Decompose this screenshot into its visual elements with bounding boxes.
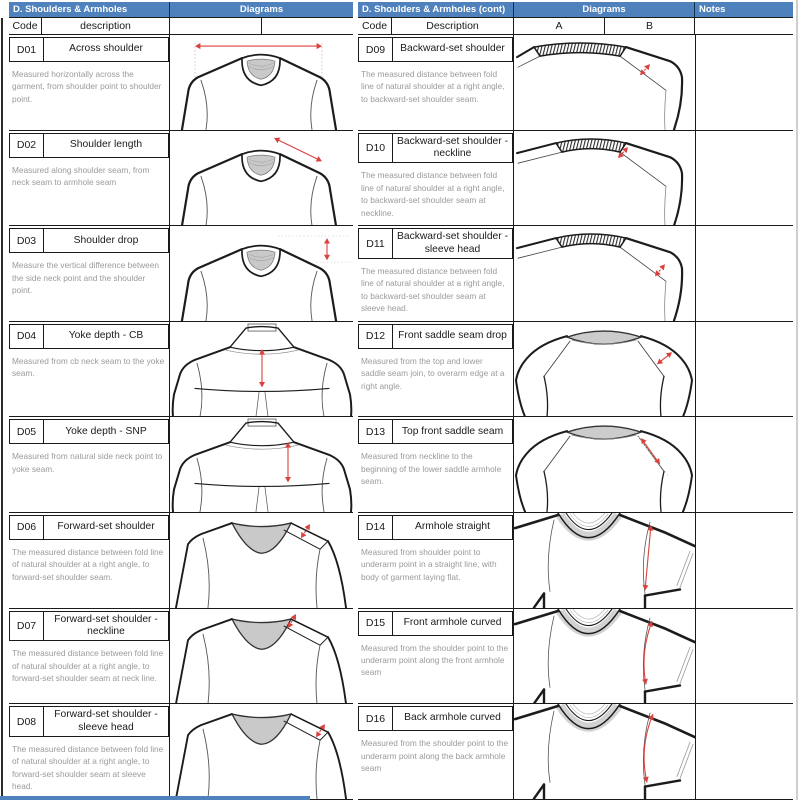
garment-diagram-front-sweater-vertical-drop-arrow	[170, 226, 353, 321]
spec-diagram-cell	[170, 417, 353, 512]
spec-code: D04	[10, 325, 44, 348]
spec-description: Measured from the shoulder point to the underarm point along the front armhole seam	[361, 642, 509, 678]
table-shoulders-armholes-cont	[358, 2, 793, 800]
garment-diagram-forward-set-shoulder-neck-arrow	[170, 609, 353, 704]
spec-code: D15	[359, 612, 393, 635]
spec-description: Measured from natural side neck point to yoke seam.	[12, 451, 163, 474]
garment-diagram-front-sweater-across-shoulder-arrow	[170, 35, 353, 130]
spec-title: Backward-set shoulder - neckline	[396, 135, 509, 159]
spec-code: D14	[359, 516, 393, 539]
spec-row	[358, 226, 793, 322]
section-header-bar	[9, 2, 353, 18]
spec-row-text-cell	[9, 704, 170, 799]
spec-diagram-cell	[170, 513, 353, 608]
garment-diagram-tshirt-front-armhole-curved-arrow	[514, 609, 695, 704]
section-header-bar-cont	[358, 2, 793, 18]
diagram-subcolumn-left	[170, 18, 262, 34]
spec-description: Measured from the top and lower saddle seam join, to overarm edge at a right angle.	[361, 355, 505, 391]
diagrams-column-header: Diagrams	[239, 4, 284, 15]
spec-row	[9, 704, 353, 800]
spec-title: Backward-set shoulder	[400, 43, 505, 55]
spec-code: D06	[10, 516, 44, 539]
description-column-header-cont: Description	[392, 18, 514, 34]
spec-code: D10	[359, 134, 393, 163]
spec-code: D07	[10, 612, 44, 641]
code-column-header-cont: Code	[358, 18, 392, 34]
page-edge-line-right	[796, 0, 798, 800]
garment-diagram-raglan-saddle-drop-arrow	[514, 322, 695, 417]
spec-rows-right	[358, 35, 793, 800]
spec-diagram-cell	[170, 704, 353, 799]
spec-title-box	[358, 324, 513, 349]
spec-notes-cell	[695, 417, 793, 512]
spec-code: D03	[10, 229, 44, 252]
spec-title-box	[358, 515, 513, 540]
spec-diagram-cell	[514, 131, 695, 226]
diagram-subcolumn-right	[262, 18, 353, 34]
spec-notes-cell	[695, 131, 793, 226]
description-column-header: description	[42, 18, 170, 34]
garment-diagram-tshirt-back-armhole-curved-arrow	[514, 704, 695, 799]
spec-row-text-cell	[358, 35, 514, 130]
diagram-subcolumn-b-header: B	[605, 18, 695, 34]
section-title-cont: D. Shoulders & Armholes (cont)	[358, 2, 514, 17]
spec-title: Back armhole curved	[404, 712, 501, 724]
spec-description: Measured from cb neck seam to the yoke seam.	[12, 355, 165, 379]
spec-title-box	[9, 133, 169, 158]
spec-row-text-cell	[9, 513, 170, 608]
spec-title: Yoke depth - CB	[68, 330, 144, 342]
spec-diagram-cell	[170, 131, 353, 226]
spec-title-box	[9, 324, 169, 349]
spec-diagram-cell	[170, 226, 353, 321]
next-section-header-strip	[0, 796, 310, 800]
spec-row-text-cell	[358, 131, 514, 226]
spec-title-box	[358, 228, 513, 259]
spec-diagram-cell	[514, 609, 695, 704]
spec-diagram-cell	[170, 322, 353, 417]
spec-row	[9, 417, 353, 513]
spec-title-box	[9, 37, 169, 62]
spec-description: The measured distance between fold line of natural shoulder at a right angle, to forward-set shoulder seam at neck line.	[12, 648, 164, 684]
spec-row-text-cell	[358, 513, 514, 608]
spec-notes-cell	[695, 322, 793, 417]
spec-description: Measured horizontally across the garment, from shoulder point to shoulder point.	[12, 69, 162, 104]
spec-title-box	[9, 419, 169, 444]
garment-diagram-raglan-saddle-seam-arrow	[514, 417, 695, 512]
spec-description: The measured distance between fold line of natural shoulder at a right angle, to forward-set shoulder seam at sleeve head.	[12, 743, 164, 792]
spec-diagram-cell	[514, 35, 695, 130]
spec-title-box	[358, 133, 513, 164]
spec-code: D08	[10, 707, 44, 736]
spec-description: Measured from shoulder point to underarm point in a straight line, with body of garment laying flat.	[361, 546, 497, 582]
spec-row	[9, 609, 353, 705]
spec-diagram-cell	[514, 322, 695, 417]
spec-title: Top front saddle seam	[401, 425, 504, 437]
spec-title-box	[9, 228, 169, 253]
spec-row-text-cell	[358, 704, 514, 799]
spec-description: Measured from the shoulder point to the underarm point along the back armhole seam	[361, 738, 509, 774]
notes-column-header: Notes	[699, 4, 726, 15]
spec-title: Forward-set shoulder - sleeve head	[54, 709, 158, 733]
spec-code: D11	[359, 229, 393, 258]
spec-row	[358, 322, 793, 418]
spec-title: Forward-set shoulder - neckline	[54, 613, 158, 637]
spec-row	[358, 513, 793, 609]
spec-title-box	[358, 37, 513, 62]
garment-diagram-backward-set-shoulder-mid-arrow	[514, 35, 695, 130]
spec-row	[9, 35, 353, 131]
spec-title: Yoke depth - SNP	[65, 425, 147, 437]
spec-notes-cell	[695, 226, 793, 321]
spec-diagram-cell	[514, 513, 695, 608]
spec-row-text-cell	[358, 417, 514, 512]
spec-description: Measured along shoulder seam, from neck seam to armhole seam	[12, 164, 150, 188]
spec-row	[358, 35, 793, 131]
spec-diagram-cell	[514, 226, 695, 321]
spec-code: D01	[10, 38, 44, 61]
garment-diagram-front-sweater-shoulder-seam-arrow	[170, 131, 353, 226]
spec-description: Measured from neckline to the beginning of the lower saddle armhole seam.	[361, 451, 502, 487]
garment-diagram-backward-set-shoulder-sleeve-arrow	[514, 226, 695, 321]
spec-title-box	[9, 706, 169, 737]
spec-row-text-cell	[9, 35, 170, 130]
spec-row-text-cell	[9, 417, 170, 512]
spec-row-text-cell	[9, 226, 170, 321]
spec-description: The measured distance between fold line of natural shoulder at a right angle, to backward-set shoulder seam.	[361, 69, 505, 104]
spec-row-text-cell	[358, 609, 514, 704]
spec-code: D12	[359, 325, 393, 348]
spec-row-text-cell	[9, 131, 170, 226]
spec-notes-cell	[695, 704, 793, 799]
table-shoulders-armholes	[9, 2, 353, 800]
spec-code: D05	[10, 420, 44, 443]
spec-description: The measured distance between fold line of natural shoulder at a right angle, to forward-set shoulder seam.	[12, 546, 164, 582]
spec-title: Front saddle seam drop	[398, 330, 507, 342]
spec-title-box	[9, 515, 169, 540]
spec-notes-cell	[695, 35, 793, 130]
garment-diagram-forward-set-shoulder-sleeve-arrow	[170, 704, 353, 799]
diagrams-column-header-cont: Diagrams	[514, 2, 695, 17]
spec-code: D16	[359, 707, 393, 730]
column-header-row-cont	[358, 18, 793, 35]
spec-title: Shoulder length	[69, 138, 143, 150]
spec-description: The measured distance between fold line of natural shoulder at a right angle, to backward-set shoulder seam at sleeve head.	[361, 265, 505, 314]
spec-row	[358, 131, 793, 227]
notes-subheader-cell	[695, 18, 793, 34]
spec-diagram-cell	[170, 35, 353, 130]
spec-row	[9, 322, 353, 418]
spec-code: D13	[359, 420, 393, 443]
garment-diagram-backward-set-shoulder-neck-arrow	[514, 131, 695, 226]
spec-row	[358, 417, 793, 513]
spec-row-text-cell	[358, 322, 514, 417]
code-column-header: Code	[9, 18, 42, 34]
column-header-row	[9, 18, 353, 35]
spec-notes-cell	[695, 609, 793, 704]
spec-rows-left	[9, 35, 353, 800]
spec-title: Front armhole curved	[403, 616, 502, 628]
spec-row-text-cell	[9, 322, 170, 417]
spec-diagram-cell	[170, 609, 353, 704]
spec-row	[9, 131, 353, 227]
spec-description: The measured distance between fold line of natural shoulder at a right angle, to backward-set shoulder seam at neckline.	[361, 170, 505, 218]
spec-diagram-cell	[514, 417, 695, 512]
spec-row	[9, 513, 353, 609]
spec-row	[358, 609, 793, 705]
spec-title-box	[358, 706, 513, 731]
spec-title-box	[9, 611, 169, 642]
spec-title: Across shoulder	[69, 43, 143, 55]
spec-title: Armhole straight	[415, 521, 490, 533]
spec-code: D02	[10, 134, 44, 157]
spec-title-box	[358, 419, 513, 444]
spec-row	[358, 704, 793, 800]
spec-row-text-cell	[9, 609, 170, 704]
spec-notes-cell	[695, 513, 793, 608]
spec-title: Forward-set shoulder	[57, 521, 155, 533]
spec-title: Shoulder drop	[73, 234, 139, 246]
garment-diagram-tshirt-armhole-straight-arrow	[514, 513, 695, 608]
garment-diagram-back-collar-side-yoke-arrow	[170, 417, 353, 512]
spec-title: Backward-set shoulder - sleeve head	[396, 231, 509, 255]
page-edge-line-left	[1, 18, 3, 798]
spec-row-text-cell	[358, 226, 514, 321]
section-title: D. Shoulders & Armholes	[9, 2, 170, 17]
spec-diagram-cell	[514, 704, 695, 799]
spec-code: D09	[359, 38, 393, 61]
garment-diagram-back-collar-center-yoke-arrow	[170, 322, 353, 417]
spec-row	[9, 226, 353, 322]
diagram-subcolumn-a-header: A	[514, 18, 605, 34]
spec-title-box	[358, 611, 513, 636]
garment-diagram-forward-set-shoulder-mid-arrow	[170, 513, 353, 608]
spec-description: Measure the vertical difference between the side neck point and the shoulder point.	[12, 260, 159, 296]
